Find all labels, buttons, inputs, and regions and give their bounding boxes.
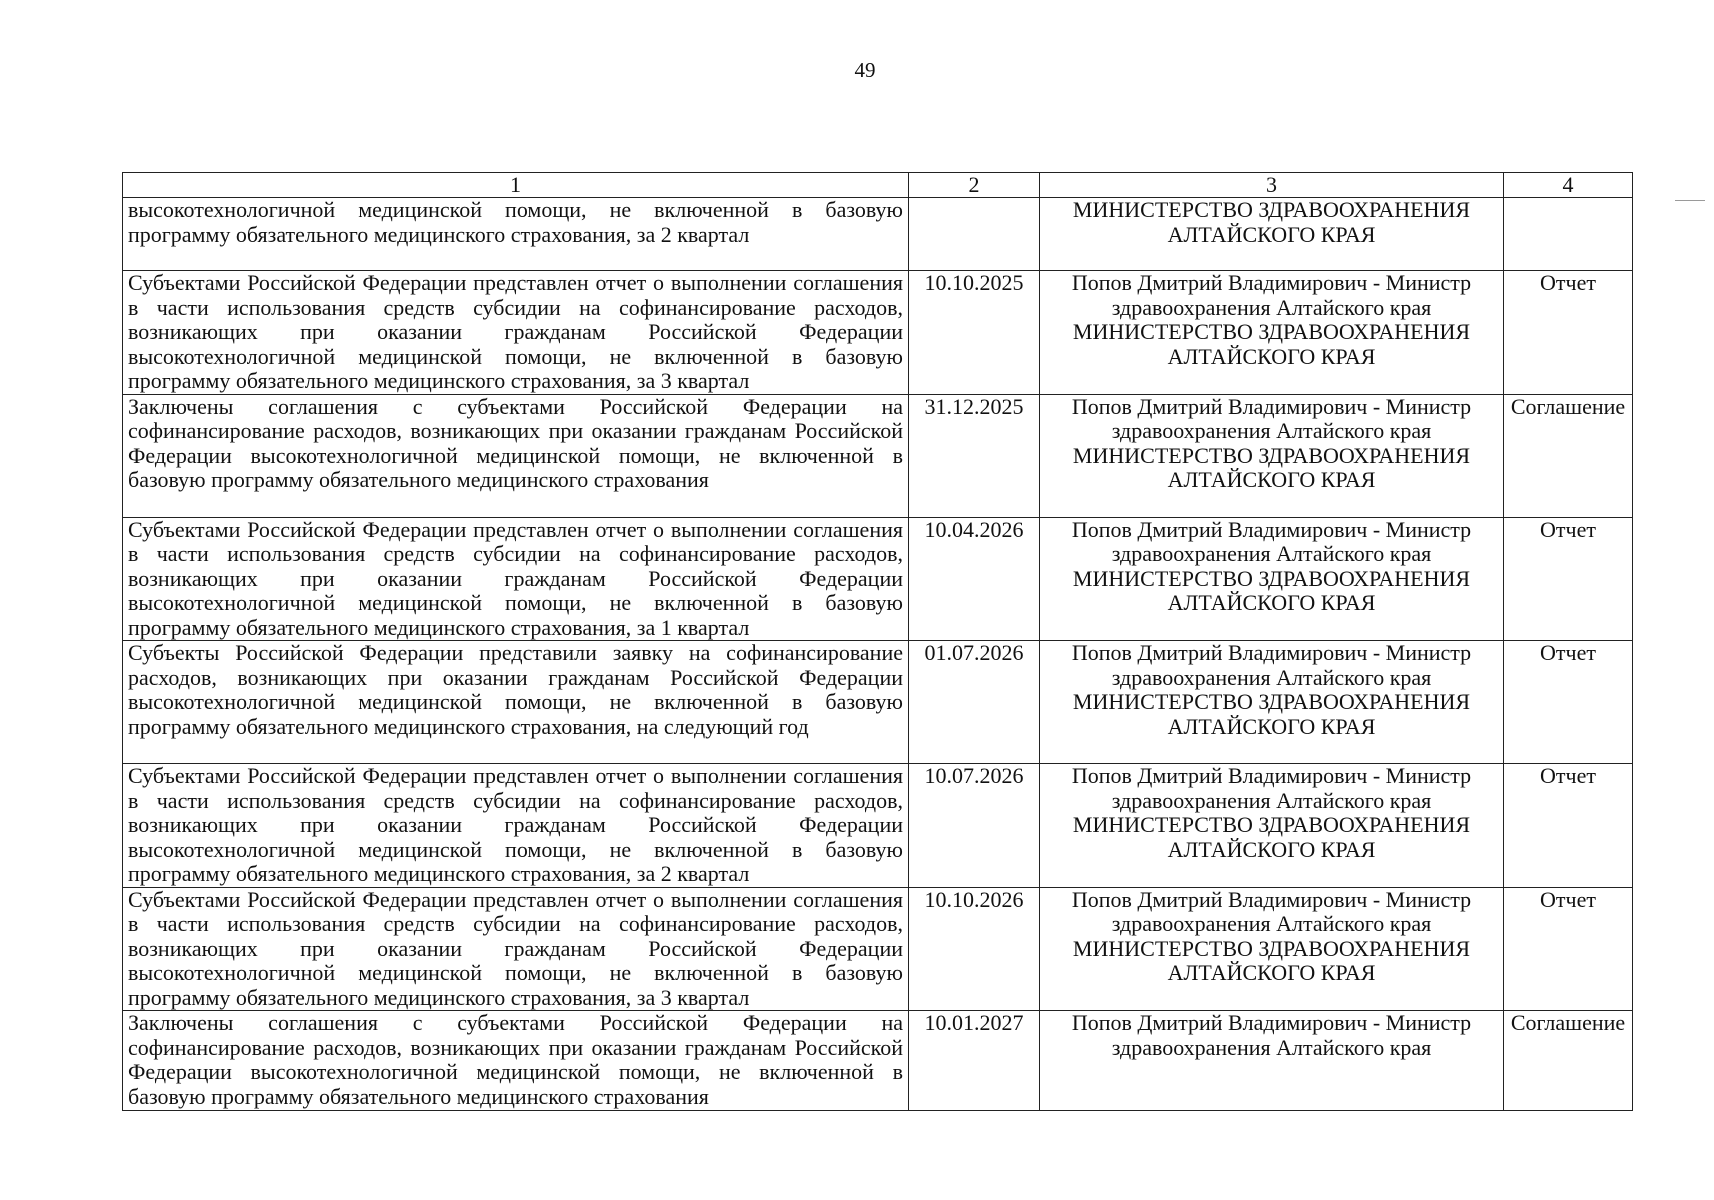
- column-number-row: [123, 173, 1633, 198]
- event-description: Субъектами Российской Федерации представлен отчет о выполнении соглашения в части использования средств субсидии на софинансирование расходов, возникающих при оказании гражданам Российской Федерации высокотехнологичной медицинской помощи, не включенной в базовую программу обязательного медицинского страхования, за 2 квартал: [123, 764, 909, 888]
- event-date: 10.01.2027: [909, 1011, 1040, 1111]
- responsible-person: Попов Дмитрий Владимирович - Министр здравоохранения Алтайского края: [1071, 270, 1472, 320]
- responsible-organization: МИНИСТЕРСТВО ЗДРАВООХРАНЕНИЯ АЛТАЙСКОГО КРАЯ: [1072, 565, 1471, 615]
- responsible-organization: МИНИСТЕРСТВО ЗДРАВООХРАНЕНИЯ АЛТАЙСКОГО КРАЯ: [1072, 442, 1471, 492]
- event-description: Субъектами Российской Федерации представлен отчет о выполнении соглашения в части использования средств субсидии на софинансирование расходов, возникающих при оказании гражданам Российской Федерации высокотехнологичной медицинской помощи, не включенной в базовую программу обязательного медицинского страхования, за 3 квартал: [123, 271, 909, 395]
- page-number: 49: [854, 58, 876, 82]
- responsible-cell: [1040, 198, 1504, 271]
- responsible-person: Попов Дмитрий Владимирович - Министр здравоохранения Алтайского края: [1071, 1010, 1472, 1060]
- event-date: [909, 198, 1040, 271]
- responsible-cell: [1040, 641, 1504, 764]
- event-date: 10.10.2026: [909, 887, 1040, 1011]
- document-type: Отчет: [1504, 641, 1633, 764]
- event-description: Субъектами Российской Федерации представлен отчет о выполнении соглашения в части использования средств субсидии на софинансирование расходов, возникающих при оказании гражданам Российской Федерации высокотехнологичной медицинской помощи, не включенной в базовую программу обязательного медицинского страхования, за 3 квартал: [123, 887, 909, 1011]
- document-type: Отчет: [1504, 887, 1633, 1011]
- table-row: [123, 517, 1633, 641]
- event-description: Субъектами Российской Федерации представлен отчет о выполнении соглашения в части использования средств субсидии на софинансирование расходов, возникающих при оказании гражданам Российской Федерации высокотехнологичной медицинской помощи, не включенной в базовую программу обязательного медицинского страхования, за 1 квартал: [123, 517, 909, 641]
- event-description: Заключены соглашения с субъектами Российской Федерации на софинансирование расходов, возникающих при оказании гражданам Российской Федерации высокотехнологичной медицинской помощи, не включенной в базовую программу обязательного медицинского страхования: [123, 1011, 909, 1111]
- responsible-cell: [1040, 271, 1504, 395]
- responsible-cell: [1040, 1011, 1504, 1111]
- table-row: [123, 271, 1633, 395]
- table-row: [123, 198, 1633, 271]
- table-row: [123, 887, 1633, 1011]
- responsible-cell: [1040, 764, 1504, 888]
- document-type: Отчет: [1504, 271, 1633, 395]
- responsible-person: Попов Дмитрий Владимирович - Министр здравоохранения Алтайского края: [1071, 640, 1472, 690]
- document-type: [1504, 198, 1633, 271]
- responsible-cell: [1040, 394, 1504, 517]
- column-number-1: 1: [123, 173, 909, 198]
- column-number-2: 2: [909, 173, 1040, 198]
- document-type: Соглашение: [1504, 394, 1633, 517]
- event-description: высокотехнологичной медицинской помощи, не включенной в базовую программу обязательного медицинского страхования, за 2 квартал: [123, 198, 909, 271]
- table-row: [123, 1011, 1633, 1111]
- responsible-organization: МИНИСТЕРСТВО ЗДРАВООХРАНЕНИЯ АЛТАЙСКОГО КРАЯ: [1072, 812, 1471, 862]
- table-row: [123, 641, 1633, 764]
- event-date: 10.07.2026: [909, 764, 1040, 888]
- table-row: [123, 394, 1633, 517]
- responsible-organization: МИНИСТЕРСТВО ЗДРАВООХРАНЕНИЯ АЛТАЙСКОГО КРАЯ: [1072, 689, 1471, 739]
- responsible-organization: МИНИСТЕРСТВО ЗДРАВООХРАНЕНИЯ АЛТАЙСКОГО КРАЯ: [1072, 319, 1471, 369]
- responsible-cell: [1040, 887, 1504, 1011]
- events-table: [122, 172, 1633, 1111]
- column-number-3: 3: [1040, 173, 1504, 198]
- responsible-organization: МИНИСТЕРСТВО ЗДРАВООХРАНЕНИЯ АЛТАЙСКОГО КРАЯ: [1072, 935, 1471, 985]
- event-date: 10.04.2026: [909, 517, 1040, 641]
- responsible-person: Попов Дмитрий Владимирович - Министр здравоохранения Алтайского края: [1071, 394, 1472, 443]
- event-description: Заключены соглашения с субъектами Российской Федерации на софинансирование расходов, возникающих при оказании гражданам Российской Федерации высокотехнологичной медицинской помощи, не включенной в базовую программу обязательного медицинского страхования: [123, 394, 909, 517]
- responsible-person: Попов Дмитрий Владимирович - Министр здравоохранения Алтайского края: [1071, 763, 1472, 813]
- table-row: [123, 764, 1633, 888]
- document-type: Отчет: [1504, 517, 1633, 641]
- event-date: 31.12.2025: [909, 394, 1040, 517]
- document-type: Соглашение: [1504, 1011, 1633, 1111]
- responsible-person: Попов Дмитрий Владимирович - Министр здравоохранения Алтайского края: [1071, 887, 1472, 936]
- responsible-cell: [1040, 517, 1504, 641]
- scan-edge-mark: [1675, 200, 1705, 201]
- event-date: 10.10.2025: [909, 271, 1040, 395]
- event-description: Субъекты Российской Федерации представили заявку на софинансирование расходов, возникающих при оказании гражданам Российской Федерации высокотехнологичной медицинской помощи, не включенной в базовую программу обязательного медицинского страхования, на следующий год: [123, 641, 909, 764]
- responsible-person: Попов Дмитрий Владимирович - Министр здравоохранения Алтайского края: [1071, 517, 1472, 566]
- document-type: Отчет: [1504, 764, 1633, 888]
- event-date: 01.07.2026: [909, 641, 1040, 764]
- responsible-organization: МИНИСТЕРСТВО ЗДРАВООХРАНЕНИЯ АЛТАЙСКОГО КРАЯ: [1072, 197, 1471, 247]
- column-number-4: 4: [1504, 173, 1633, 198]
